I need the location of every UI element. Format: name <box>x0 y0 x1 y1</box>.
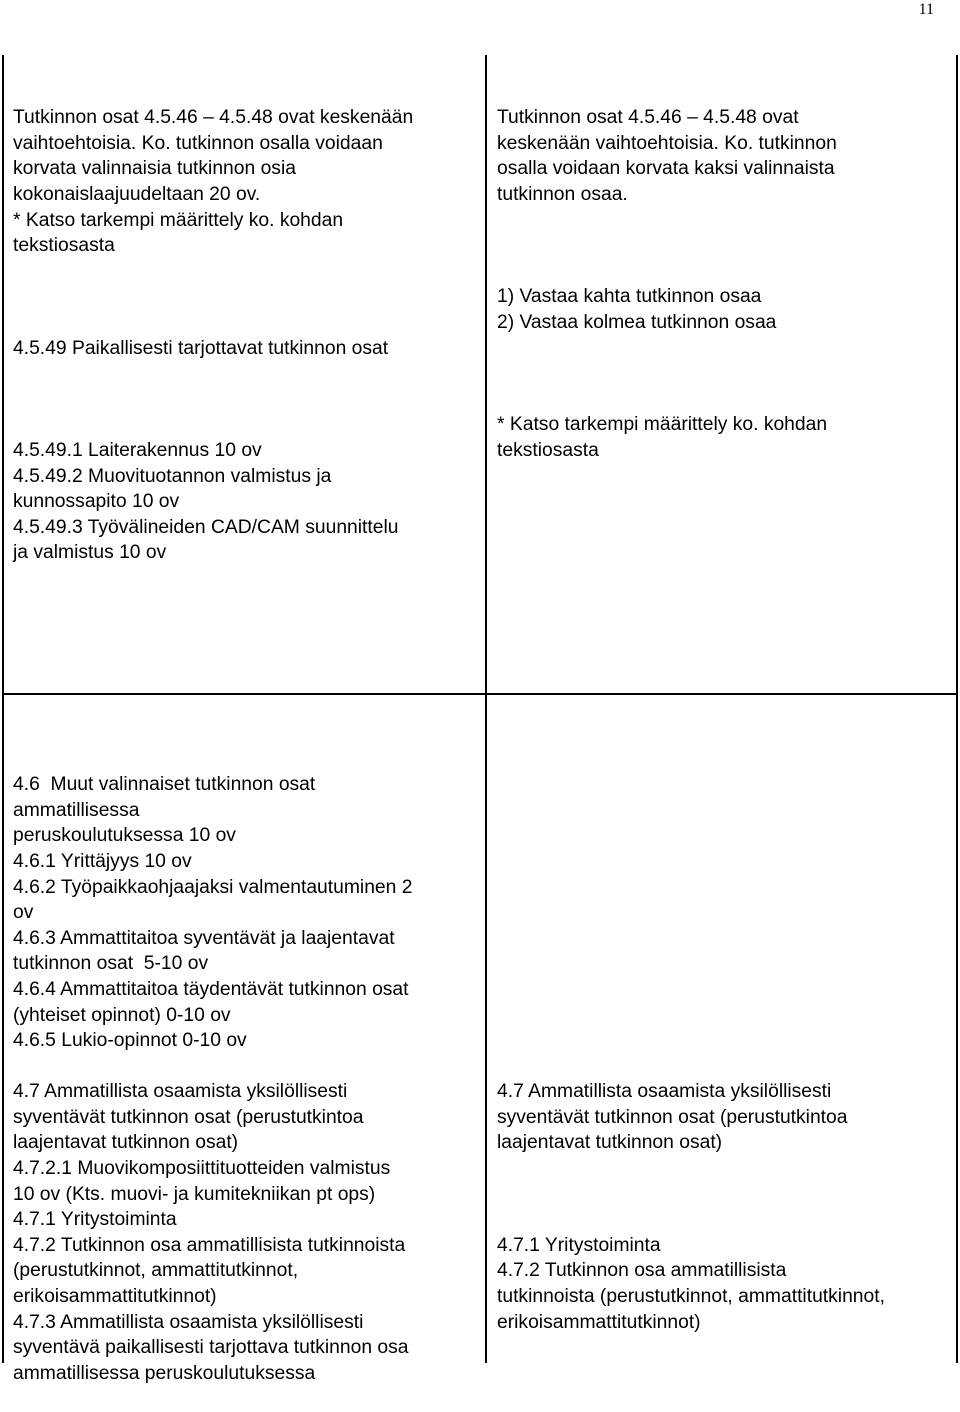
paragraph-local-parts-list: 4.5.49.1 Laiterakennus 10 ov 4.5.49.2 Muovituotannon valmistus ja kunnossapito 10 ov 4.5.49.3 Työvälineiden CAD/CAM suunnittelu ja valmistus 10 ov <box>13 439 399 564</box>
table-row-divider <box>2 693 958 695</box>
table-border-right <box>956 55 958 1363</box>
paragraph-individual-deepening-parts: 4.7 Ammatillista osaamista yksilöllisesti syventävät tutkinnon osat (perustutkintoa laajentavat tutkinnon osat) 4.7.2.1 Muovikomposiittituotteiden valmistus 10 ov (Kts. muovi- ja kumitekniikan pt ops) 4.7.1 Yritystoiminta 4.7.2 Tutkinnon osa ammatillisista tutkinnoista (perustutkinnot, ammattitutkinnot, erikoisammattitutkinnot) 4.7.3 Ammatillista osaamista yksilöllisesti syventävä paikallisesti tarjottava tutkinnon osa ammatillisessa peruskoulutuksessa <box>13 1081 409 1384</box>
paragraph-replacement-options: 1) Vastaa kahta tutkinnon osaa 2) Vastaa kolmea tutkinnon osaa <box>497 286 777 333</box>
table-cell-row1-left <box>13 54 483 591</box>
table-border-left <box>2 55 4 1363</box>
paragraph-individual-deepening-parts-right: 4.7 Ammatillista osaamista yksilöllisesti syventävät tutkinnon osat (perustutkintoa laajentavat tutkinnon osat) <box>497 1081 848 1154</box>
table-cell-row3-left <box>13 1028 483 1412</box>
paragraph-business-and-degree-parts: 4.7.1 Yritystoiminta 4.7.2 Tutkinnon osa ammatillisista tutkinnoista (perustutkinnot, ammattitutkinnot, erikoisammattitutkinnot) <box>497 1234 885 1333</box>
paragraph-see-definition: * Katso tarkempi määrittely ko. kohdan tekstiosasta <box>497 414 828 461</box>
table-cell-row1-right <box>497 54 952 489</box>
paragraph-local-parts-heading: 4.5.49 Paikallisesti tarjottavat tutkinnon osat <box>13 337 389 359</box>
paragraph-alternative-parts-right: Tutkinnon osat 4.5.46 – 4.5.48 ovat keskenään vaihtoehtoisia. Ko. tutkinnon osalla voidaan korvata kaksi valinnaista tutkinnon osaa. <box>497 107 837 205</box>
table-cell-row2-left <box>13 721 483 1079</box>
table-border-middle <box>485 55 487 1363</box>
paragraph-other-optional-parts: 4.6 Muut valinnaiset tutkinnon osat ammatillisessa peruskoulutuksessa 10 ov 4.6.1 Yrittäjyys 10 ov 4.6.2 Työpaikkaohjaajaksi valmentautuminen 2 ov 4.6.3 Ammattitaitoa syventävät ja laajentavat tutkinnon osat 5-10 ov 4.6.4 Ammattitaitoa täydentävät tutkinnon osat (yhteiset opinnot) 0-10 ov 4.6.5 Lukio-opinnot 0-10 ov <box>13 774 413 1052</box>
paragraph-alternative-parts: Tutkinnon osat 4.5.46 – 4.5.48 ovat keskenään vaihtoehtoisia. Ko. tutkinnon osalla voidaan korvata valinnaisia tutkinnon osia kokonaislaajuudeltaan 20 ov. * Katso tarkempi määrittely ko. kohdan tekstiosasta <box>13 107 414 257</box>
table-cell-row3-right <box>497 1028 952 1361</box>
page-number: 11 <box>918 1 934 18</box>
